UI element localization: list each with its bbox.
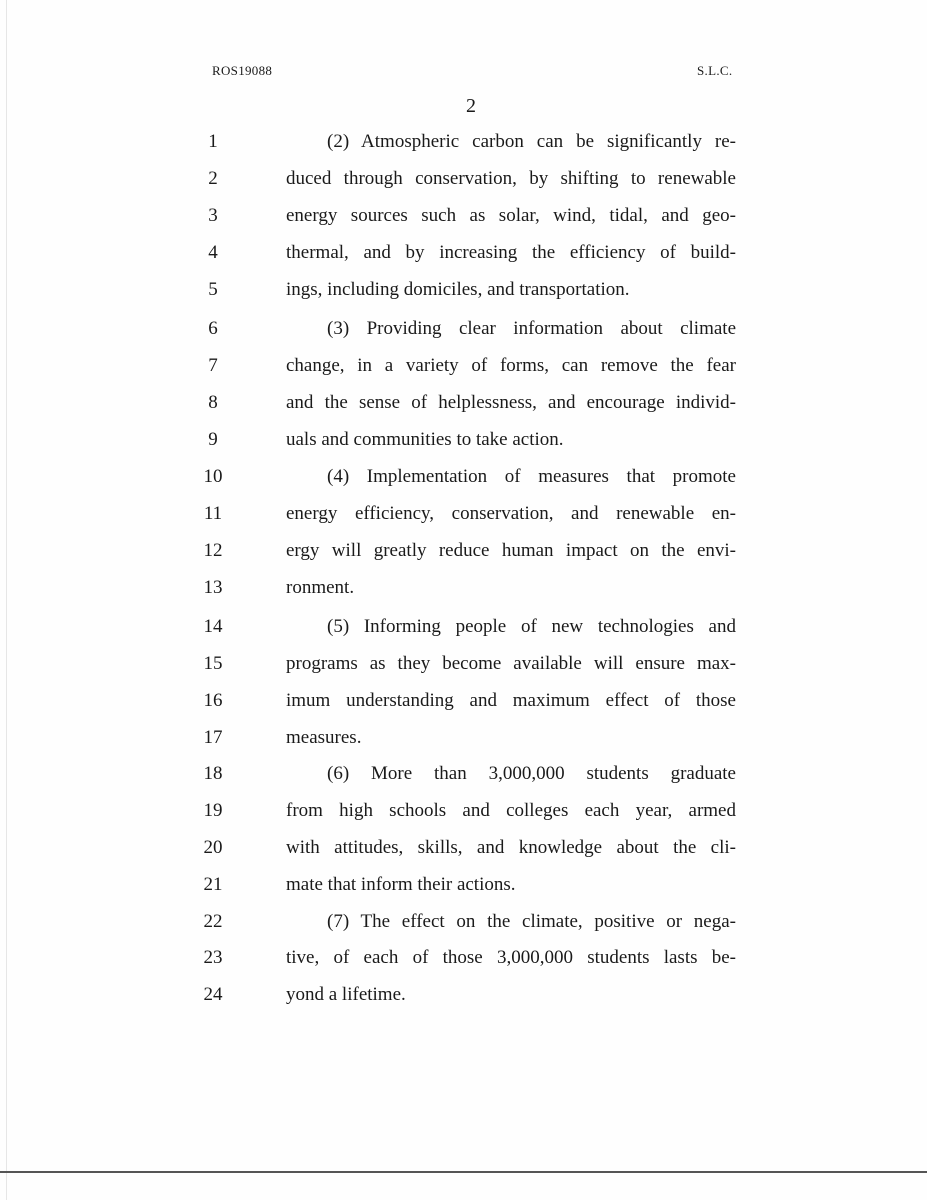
line-number: 13 xyxy=(203,577,223,598)
line-number: 19 xyxy=(203,800,223,821)
line-text: energy efficiency, conservation, and renewable en- xyxy=(286,503,736,524)
text-line xyxy=(0,727,927,764)
line-number: 17 xyxy=(203,727,223,748)
line-text: yond a lifetime. xyxy=(286,984,406,1005)
text-line xyxy=(0,577,927,614)
line-number: 8 xyxy=(208,392,218,413)
line-text: (2) Atmospheric carbon can be significantly re- xyxy=(327,131,736,152)
line-number: 1 xyxy=(208,131,218,152)
text-line xyxy=(0,616,927,653)
text-line xyxy=(0,947,927,984)
text-line xyxy=(0,763,927,800)
line-text: imum understanding and maximum effect of those xyxy=(286,690,736,711)
line-text: (4) Implementation of measures that promote xyxy=(327,466,736,487)
line-number: 22 xyxy=(203,911,223,932)
line-number: 10 xyxy=(203,466,223,487)
line-text: ings, including domiciles, and transportation. xyxy=(286,279,630,300)
line-text: (5) Informing people of new technologies and xyxy=(327,616,736,637)
line-number: 6 xyxy=(208,318,218,339)
text-line xyxy=(0,690,927,727)
text-line xyxy=(0,205,927,242)
line-text: tive, of each of those 3,000,000 students lasts be- xyxy=(286,947,736,968)
line-text: (6) More than 3,000,000 students graduate xyxy=(327,763,736,784)
line-number: 23 xyxy=(203,947,223,968)
line-number: 14 xyxy=(203,616,223,637)
text-line xyxy=(0,911,927,948)
line-text: ergy will greatly reduce human impact on the envi- xyxy=(286,540,736,561)
line-text: duced through conservation, by shifting to renewable xyxy=(286,168,736,189)
line-number: 16 xyxy=(203,690,223,711)
text-line xyxy=(0,279,927,316)
document-id: ROS19088 xyxy=(212,63,273,78)
line-number: 18 xyxy=(203,763,223,784)
line-number: 3 xyxy=(208,205,218,226)
line-text: ronment. xyxy=(286,577,355,598)
line-number: 15 xyxy=(203,653,223,674)
line-text: (3) Providing clear information about climate xyxy=(327,318,736,339)
line-text: from high schools and colleges each year, armed xyxy=(286,800,736,821)
text-line xyxy=(0,466,927,503)
line-text: and the sense of helplessness, and encourage individ- xyxy=(286,392,736,413)
text-line xyxy=(0,392,927,429)
line-text: uals and communities to take action. xyxy=(286,429,564,450)
text-line xyxy=(0,242,927,279)
text-line xyxy=(0,429,927,466)
text-line xyxy=(0,837,927,874)
text-line xyxy=(0,131,927,168)
line-number: 9 xyxy=(208,429,218,450)
text-line xyxy=(0,540,927,577)
text-line xyxy=(0,318,927,355)
line-number: 4 xyxy=(208,242,218,263)
line-text: (7) The effect on the climate, positive or nega- xyxy=(327,911,736,932)
line-number: 7 xyxy=(208,355,218,376)
line-number: 21 xyxy=(203,874,223,895)
text-line xyxy=(0,800,927,837)
text-line xyxy=(0,874,927,911)
line-number: 11 xyxy=(203,503,223,524)
text-line xyxy=(0,168,927,205)
line-number: 24 xyxy=(203,984,223,1005)
page-number: 2 xyxy=(466,95,476,117)
text-line xyxy=(0,503,927,540)
line-number: 5 xyxy=(208,279,218,300)
line-number: 12 xyxy=(203,540,223,561)
line-number: 2 xyxy=(208,168,218,189)
text-line xyxy=(0,355,927,392)
line-text: change, in a variety of forms, can remove the fear xyxy=(286,355,736,376)
line-text: mate that inform their actions. xyxy=(286,874,516,895)
line-text: measures. xyxy=(286,727,362,748)
line-text: energy sources such as solar, wind, tidal, and geo- xyxy=(286,205,736,226)
line-number: 20 xyxy=(203,837,223,858)
office-code: S.L.C. xyxy=(697,63,733,78)
line-text: programs as they become available will ensure max- xyxy=(286,653,736,674)
text-line xyxy=(0,984,927,1021)
text-line xyxy=(0,653,927,690)
page-bottom-rule xyxy=(0,1171,927,1173)
line-text: with attitudes, skills, and knowledge about the cli- xyxy=(286,837,736,858)
line-text: thermal, and by increasing the efficiency of build- xyxy=(286,242,736,263)
